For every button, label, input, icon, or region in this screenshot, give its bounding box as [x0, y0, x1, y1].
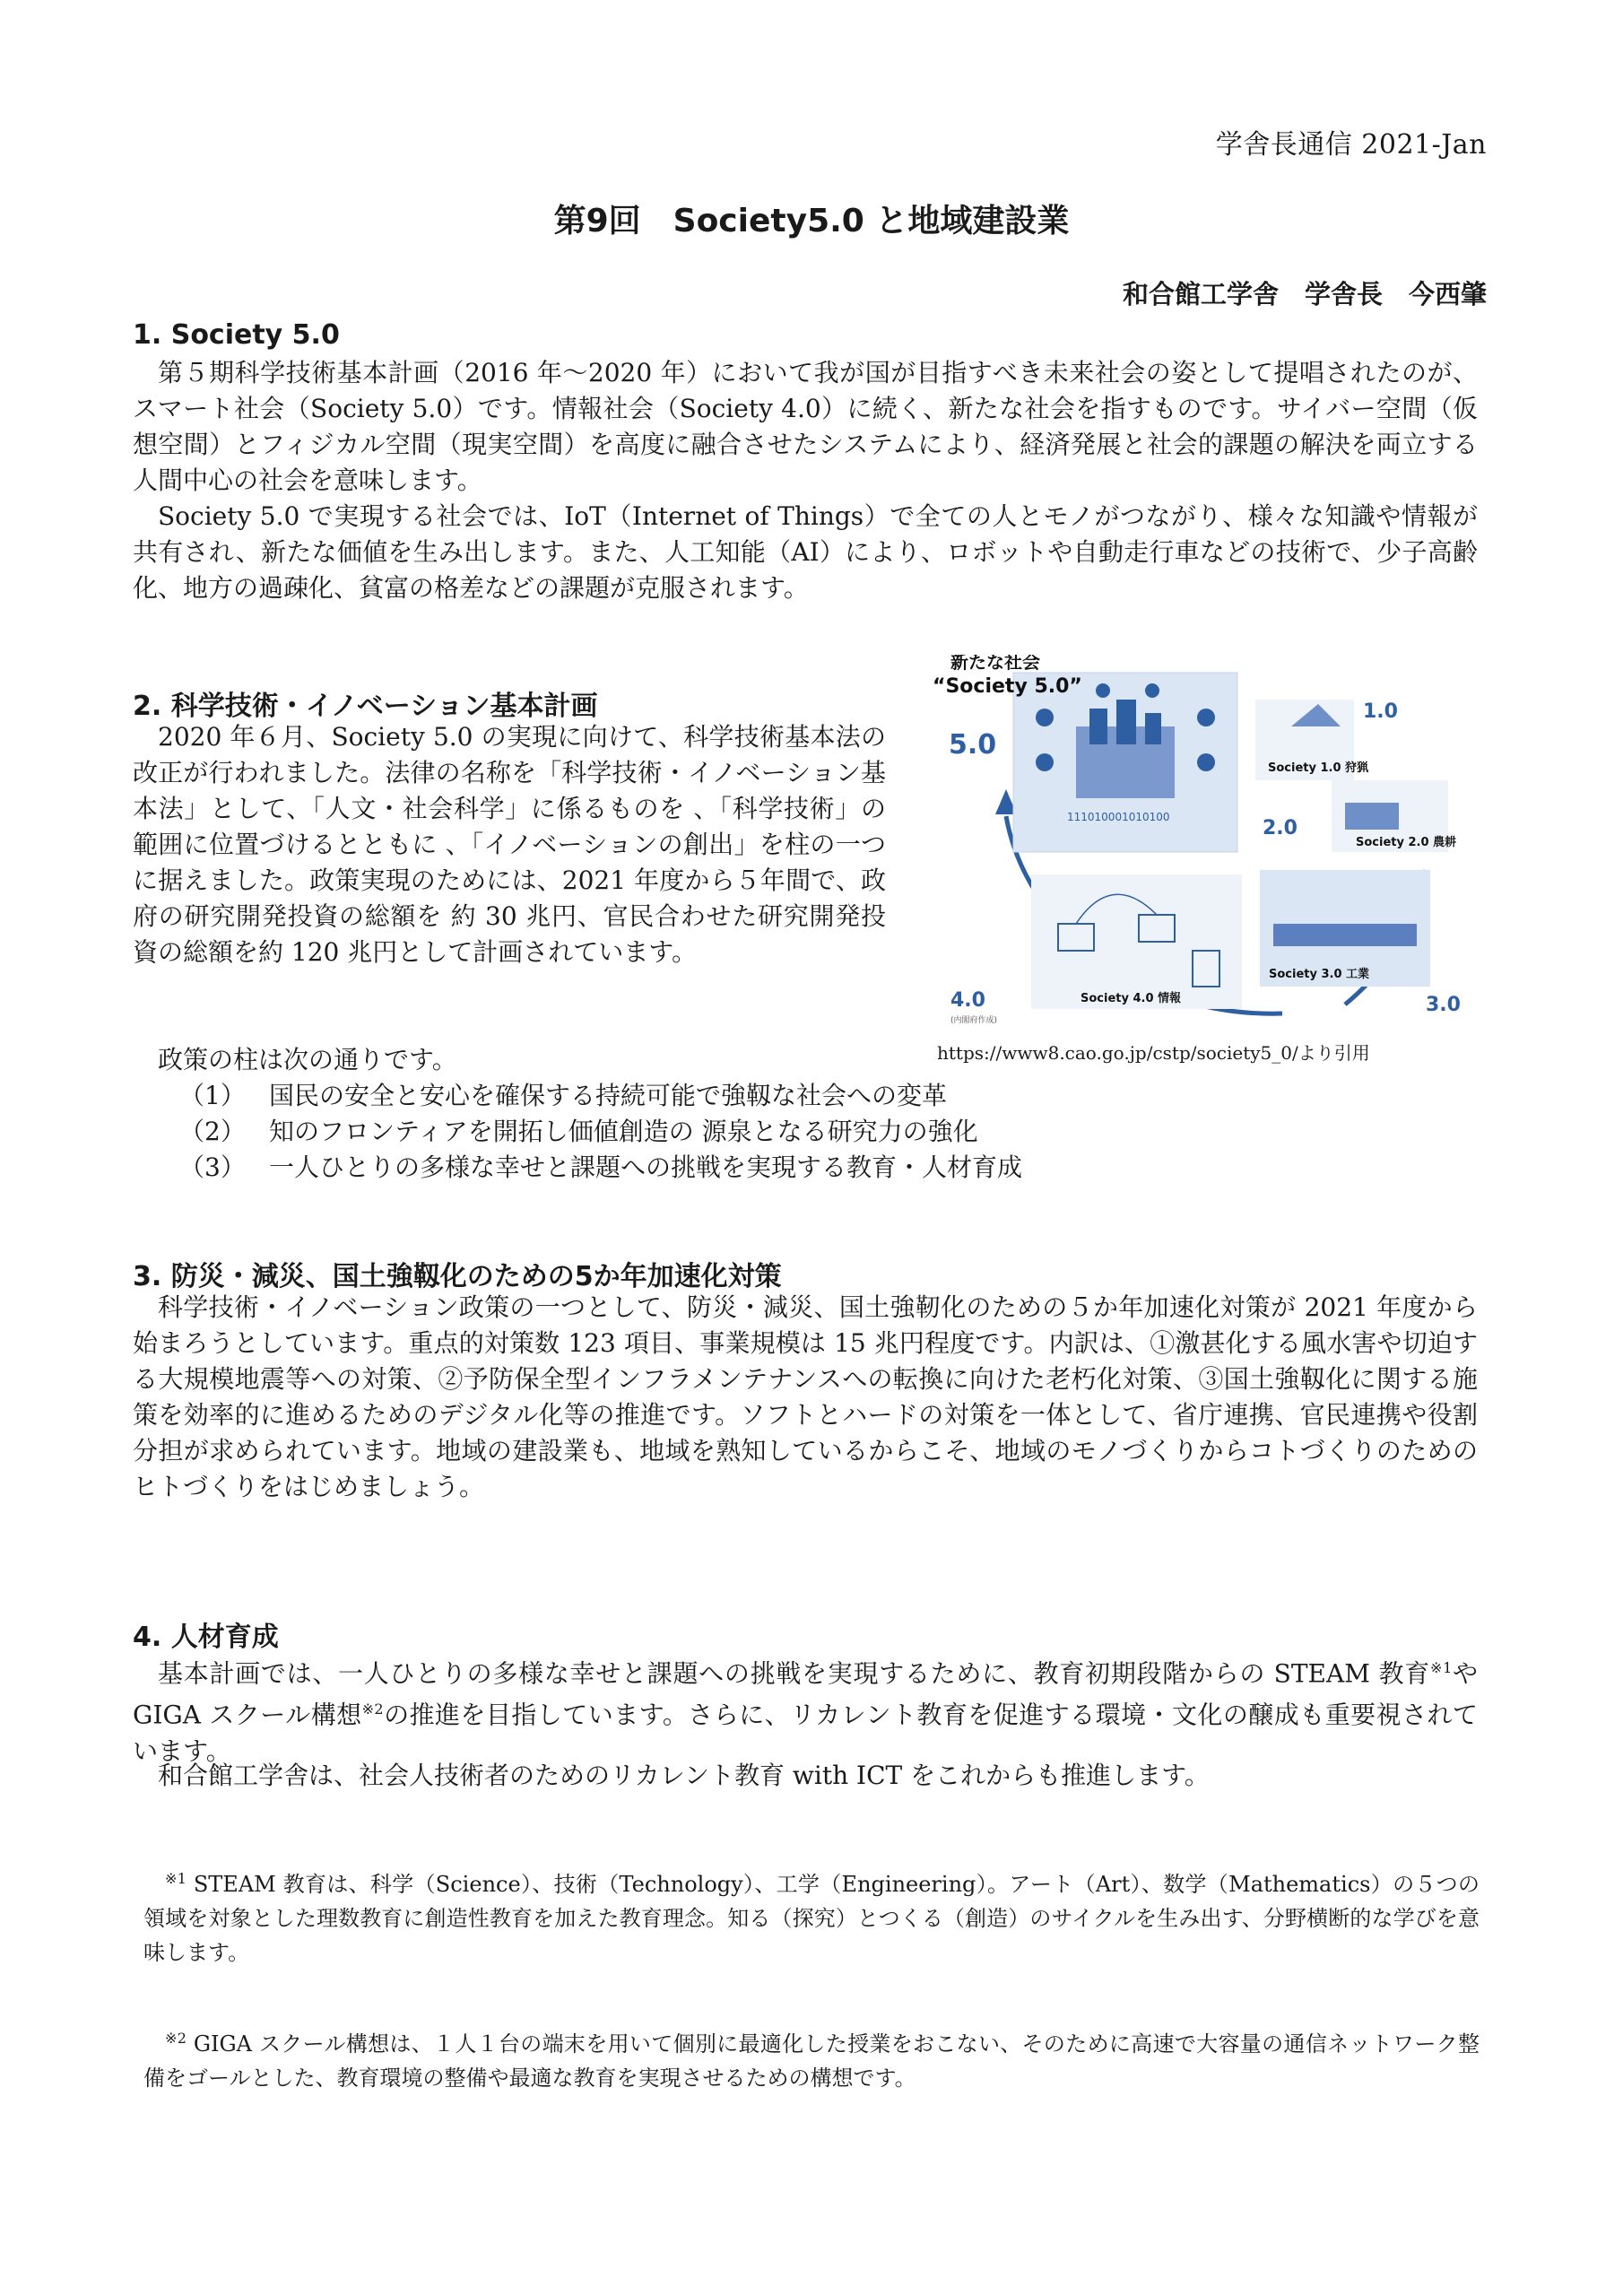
- section-2-paragraph-1: 2020 年６月、Society 5.0 の実現に向けて、科学技術基本法の改正が行われました。法律の名称を「科学技術・イノベーション基本法」として、「人文・社会科学」に係るものを 、「科学技術」の範囲に位置づけるとともに 、「イノベーションの創出」を柱の一つに据えました。政策実現のためには、2021 年度から５年間で、政府の研究開発投資の総額を 約 30 兆円、官民合わせた研究開発投資の総額を約 120 兆円として計画されています。: [133, 722, 886, 967]
- pillar-item: [179, 1078, 1022, 1114]
- footnote-mark: ※2: [165, 2030, 187, 2047]
- label-4-0: 4.0: [950, 989, 985, 1012]
- figure-title-line-2: “Society 5.0”: [933, 675, 1082, 698]
- society-diagram: [924, 655, 1480, 1031]
- building-icon: [1145, 713, 1161, 744]
- building-icon: [1116, 700, 1136, 744]
- pillar-item: [179, 1150, 1022, 1186]
- policy-pillars: [179, 1078, 1022, 1186]
- text-run: 基本計画では、一人ひとりの多様な幸せと課題への挑戦を実現するために、教育初期段階からの STEAM 教育: [158, 1658, 1430, 1689]
- text-run: や GIGA スクール構想: [133, 1658, 1478, 1730]
- society-5-figure: [924, 655, 1480, 1031]
- figure-title-line-1: 新たな社会: [950, 655, 1040, 673]
- binary-ring: 111010001010100: [1067, 811, 1170, 823]
- footnote-text: GIGA スクール構想は、１人１台の端末を用いて個別に最適化した授業をおこない、そのために高速で大容量の通信ネットワーク整備をゴールとした、教育環境の整備や最適な教育を実現させるための構想です。: [143, 2031, 1480, 2091]
- building-icon: [1089, 709, 1107, 744]
- label-3-0: 3.0: [1426, 994, 1461, 1016]
- factory-icon: [1273, 924, 1417, 946]
- service-icon: [1096, 683, 1110, 698]
- society-1-label: Society 1.0 狩猟: [1268, 761, 1369, 775]
- label-5-0: 5.0: [949, 729, 997, 761]
- footnote-text: STEAM 教育は、科学（Science）、技術（Technology）、工学（Engineering）。アート（Art）、数学（Mathematics）の５つの領域を対象とした理数教育に創造性教育を加えた教育理念。知る（探究）とつくる（創造）のサイクルを生み出す、分野横断的な学びを意味します。: [143, 1872, 1480, 1965]
- pillar-number: （3）: [179, 1152, 246, 1182]
- section-3-paragraph-1: 科学技術・イノベーション政策の一つとして、防災・減災、国土強靭化のための５か年加速化対策が 2021 年度から始まろうとしています。重点的対策数 123 項目、事業規模は 15 兆円程度です。内訳は、①激甚化する風水害や切迫する大規模地震等への対策、②予防保全型インフラメンテナンスへの転換に向けた老朽化対策、③国土強靱化に関する施策を効率的に進めるためのデジタル化等の推進です。ソフトとハードの対策を一体として、省庁連携、官民連携や役割分担が求められています。地域の建設業も、地域を熟知しているからこそ、地域のモノづくりからコトづくりのためのヒトづくりをはじめましょう。: [133, 1292, 1478, 1501]
- pillar-text: 国民の安全と安心を確保する持続可能で強靱な社会への変革: [269, 1081, 948, 1110]
- text-run: の推進を目指しています。さらに、リカレント教育を促進する環境・文化の醸成も重要視されています。: [133, 1700, 1478, 1766]
- footnote-ref-2: ※2: [361, 1700, 384, 1718]
- author-line: 和合館工学舎 学舎長 今西肇: [1122, 279, 1487, 309]
- service-icon: [1197, 753, 1215, 771]
- society-2-label: Society 2.0 農耕: [1356, 836, 1457, 849]
- section-1-paragraph-1: 第５期科学技術基本計画（2016 年〜2020 年）において我が国が目指すべき未来社会の姿として提唱されたのが、スマート社会（Society 5.0）です。情報社会（Society 4.0）に続く、新たな社会を指すものです。サイバー空間（仮想空間）とフィジカル空間（現実空間）を高度に融合させたシステムにより、経済発展と社会的課題の解決を両立する人間中心の社会を意味します。: [133, 358, 1478, 495]
- pillar-number: （1）: [179, 1081, 246, 1110]
- figure-source-small: (内閣府作成): [950, 1016, 998, 1025]
- service-icon: [1036, 753, 1054, 771]
- pillar-text: 知のフロンティアを開拓し価値創造の 源泉となる研究力の強化: [269, 1117, 978, 1146]
- section-3-heading: 3. 防災・減災、国土強靱化のための5か年加速化対策: [133, 1261, 782, 1292]
- label-2-0: 2.0: [1263, 817, 1298, 839]
- service-icon: [1145, 683, 1159, 698]
- section-4-paragraph-1: [133, 1650, 1478, 1770]
- footnote-mark: ※1: [165, 1870, 187, 1887]
- pillar-number: （2）: [179, 1117, 246, 1146]
- footnote-ref-1: ※1: [1429, 1659, 1453, 1676]
- label-1-0: 1.0: [1363, 700, 1398, 723]
- figure-caption: https://www8.cao.go.jp/cstp/society5_0/より引用: [937, 1042, 1370, 1064]
- pillar-item: [179, 1114, 1022, 1150]
- service-icon: [1036, 709, 1054, 726]
- society-3-label: Society 3.0 工業: [1269, 968, 1370, 981]
- society-4-panel: [1031, 874, 1242, 1009]
- farm-icon: [1345, 803, 1399, 830]
- newsletter-label: 学舎長通信 2021-Jan: [1215, 129, 1487, 161]
- section-2-heading: 2. 科学技術・イノベーション基本計画: [133, 691, 598, 722]
- footnote-2: [143, 2022, 1480, 2095]
- section-4-paragraph-2: 和合館工学舎は、社会人技術者のためのリカレント教育 with ICT をこれからも推進します。: [158, 1761, 1210, 1790]
- service-icon: [1197, 709, 1215, 726]
- society-4-label: Society 4.0 情報: [1081, 992, 1182, 1005]
- page-title: 第9回 Society5.0 と地域建設業: [553, 203, 1070, 239]
- pillar-text: 一人ひとりの多様な幸せと課題への挑戦を実現する教育・人材育成: [269, 1152, 1023, 1182]
- section-4-heading: 4. 人材育成: [133, 1622, 279, 1653]
- footnote-1: [143, 1862, 1480, 1970]
- section-1-heading: 1. Society 5.0: [133, 319, 340, 351]
- section-1-paragraph-2: Society 5.0 で実現する社会では、IoT（Internet of Things）で全ての人とモノがつながり、様々な知識や情報が共有され、新たな価値を生み出します。また、人工知能（AI）により、ロボットや自動走行車などの技術で、少子高齢化、地方の過疎化、貧富の格差などの課題が克服されます。: [133, 501, 1478, 603]
- section-2-paragraph-2: 政策の柱は次の通りです。: [158, 1045, 457, 1074]
